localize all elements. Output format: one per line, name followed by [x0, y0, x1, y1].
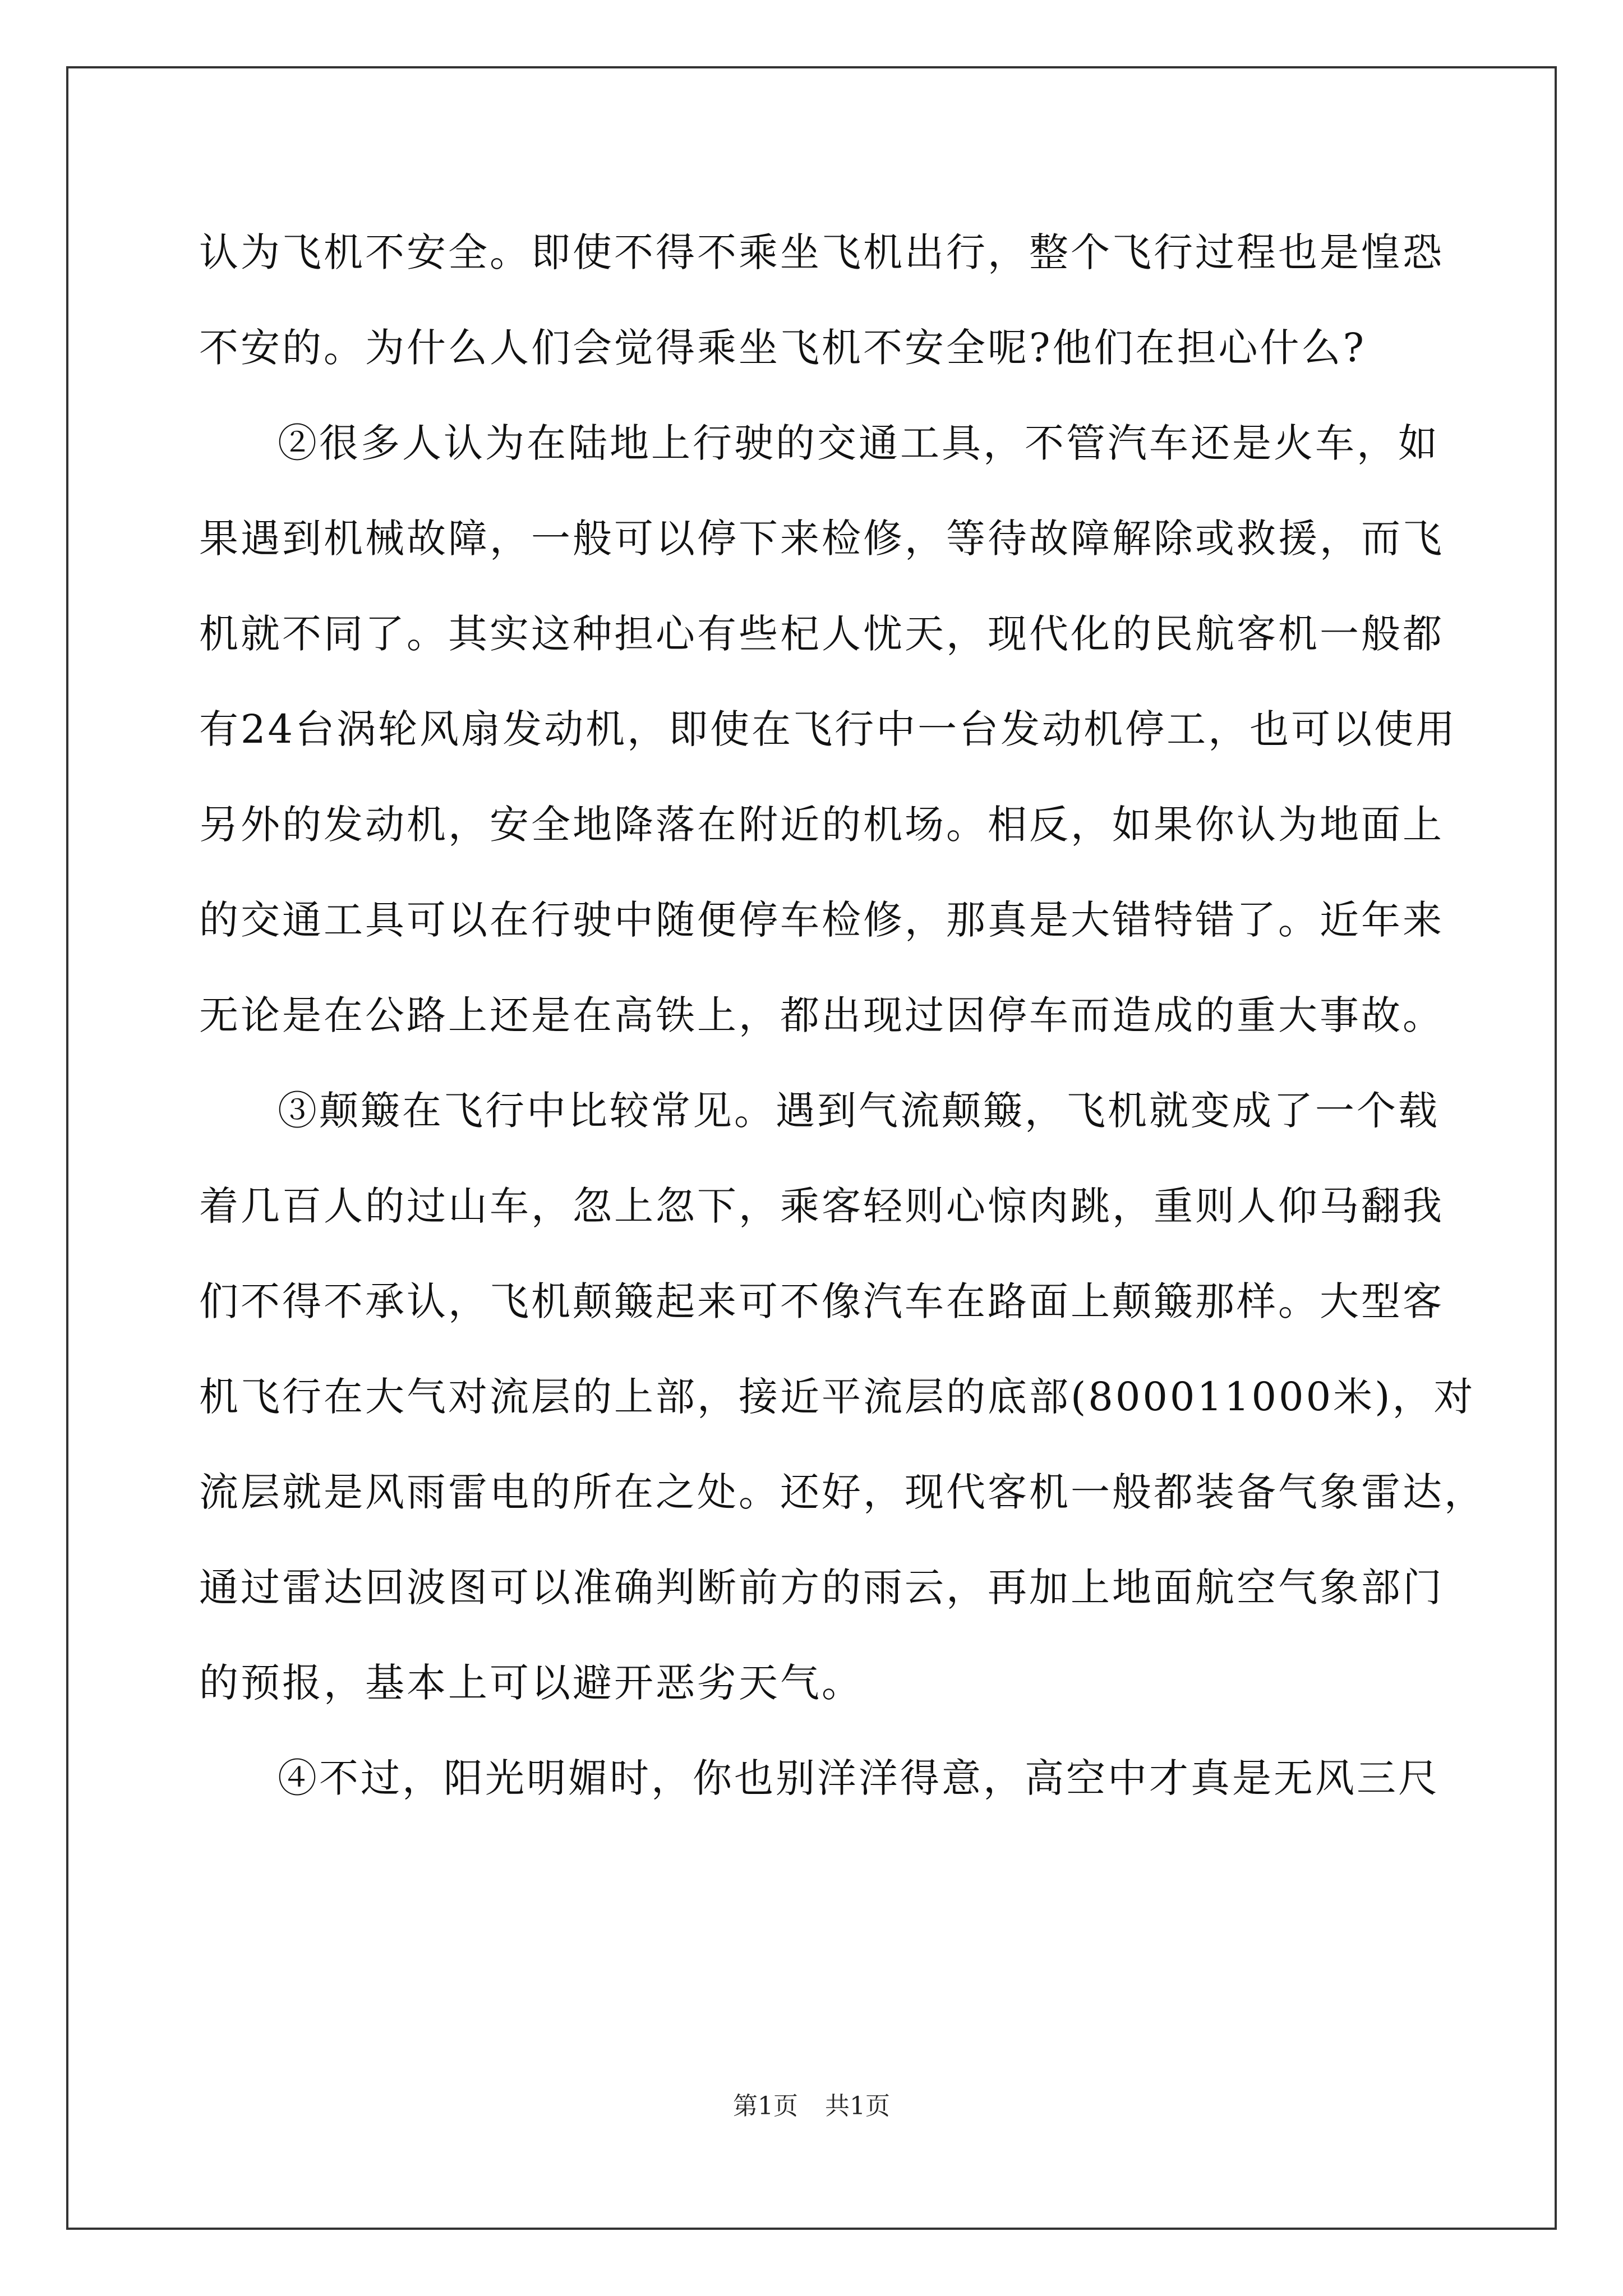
text-line: 着几百人的过山车，忽上忽下，乘客轻则心惊肉跳，重则人仰马翻我 — [199, 1183, 1444, 1229]
page-number: 第1页 — [733, 2092, 798, 2120]
text-line: 无论是在公路上还是在高铁上，都出现过因停车而造成的重大事故。 — [199, 992, 1444, 1038]
paragraph-start-line: ②很多人认为在陆地上行驶的交通工具，不管汽车还是火车，如 — [278, 420, 1440, 466]
page-total: 共1页 — [825, 2092, 890, 2120]
text-line: 另外的发动机，安全地降落在附近的机场。相反，如果你认为地面上 — [199, 802, 1444, 848]
text-line: 的预报，基本上可以避开恶劣天气。 — [199, 1660, 863, 1706]
page-footer — [0, 2090, 1623, 2123]
paragraph-start-line: ④不过，阳光明媚时，你也别洋洋得意，高空中才真是无风三尺 — [278, 1755, 1440, 1801]
text-line: 果遇到机械故障，一般可以停下来检修，等待故障解除或救援，而飞 — [199, 516, 1444, 562]
text-line: 不安的。为什么人们会觉得乘坐飞机不安全呢?他们在担心什么? — [199, 325, 1367, 371]
text-line: 们不得不承认，飞机颠簸起来可不像汽车在路面上颠簸那样。大型客 — [199, 1278, 1444, 1324]
text-line: 机飞行在大气对流层的上部，接近平流层的底部(800011000米)，对 — [199, 1374, 1476, 1420]
text-line: 有24台涡轮风扇发动机，即使在飞行中一台发动机停工，也可以使用 — [199, 706, 1458, 752]
paragraph-start-line: ③颠簸在飞行中比较常见。遇到气流颠簸，飞机就变成了一个载 — [278, 1088, 1440, 1134]
text-line: 流层就是风雨雷电的所在之处。还好，现代客机一般都装备气象雷达， — [199, 1469, 1486, 1515]
text-line: 通过雷达回波图可以准确判断前方的雨云，再加上地面航空气象部门 — [199, 1565, 1444, 1611]
page-border — [66, 66, 1557, 2230]
text-line: 认为飞机不安全。即使不得不乘坐飞机出行，整个飞行过程也是惶恐 — [199, 229, 1444, 275]
text-line: 的交通工具可以在行驶中随便停车检修，那真是大错特错了。近年来 — [199, 897, 1444, 943]
text-line: 机就不同了。其实这种担心有些杞人忧天，现代化的民航客机一般都 — [199, 611, 1444, 657]
